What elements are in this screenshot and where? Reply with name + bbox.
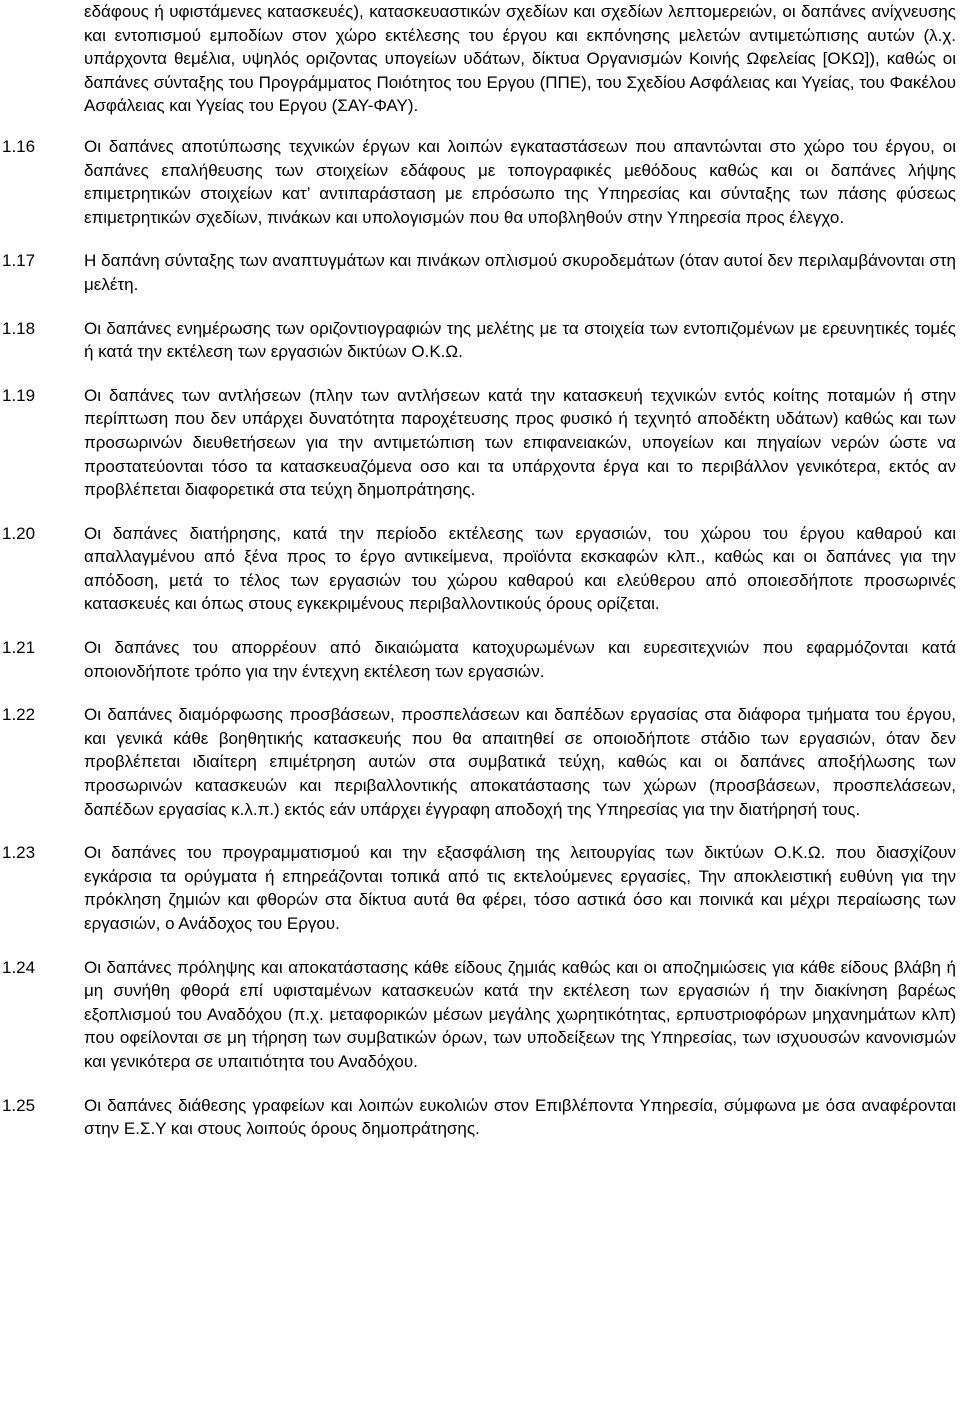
item-number: 1.22: [2, 705, 36, 725]
intro-paragraph: εδάφους ή υφιστάμενες κατασκευές), κατασκευαστικών σχεδίων και σχεδίων λεπτομερειών, οι δαπάνες ανίχνευσης και εντοπισμού εμποδίων στον χώρο εκτέλεσης του έργου και εκπόνησης μελετών αντιμετώπισης αυτών (λ.χ. υπάρχοντα θεμέλια, υψηλός οριζοντας υπογείων υδάτων, δίκτυα Οργανισμών Κοινής Ωφελείας [ΟΚΩ]), καθώς οι δαπάνες σύνταξης του Προγράμματος Ποιότητος του Εργου (ΠΠΕ), του Σχεδίου Ασφάλειας και Υγείας, του Φακέλου Ασφάλειας και Υγείας του Εργου (ΣΑΥ-ΦΑΥ).: [84, 2, 956, 116]
item-number: 1.21: [2, 638, 36, 658]
item-text: Οι δαπάνες του προγραμματισμού και την εξασφάλιση της λειτουργίας των δικτύων Ο.Κ.Ω. που διασχίζουν εγκάρσια τα ορύγματα ή επηρεάζονται τοπικά από τις εκτελούμενες εργασίες, Την αποκλειστική ευθύνη για την πρόκληση ζημιών και φθορών στα δίκτυα αυτά θα φέρει, τόσο αστικά όσο και ποινικά και μέχρι περαίωσης των εργασιών, ο Ανάδοχος του Εργου.: [84, 843, 956, 933]
list-item: [0, 841, 960, 935]
list-item: [0, 249, 960, 296]
list-item: [0, 956, 960, 1074]
list-item: [0, 1094, 960, 1141]
item-text: Οι δαπάνες διατήρησης, κατά την περίοδο εκτέλεσης των εργασιών, του χώρου του έργου καθαρού και απαλλαγμένου από ξένα προς το έργο αντικείμενα, προϊόντα εκσκαφών κλπ., καθώς και οι δαπάνες για την απόδοση, μετά το τέλος των εργασιών του χώρου καθαρού και ελεύθερου από οποιεσδήποτε προσωρινές κατασκευές και όπως στους εγκεκριμένους περιβαλλοντικούς όρους ορίζεται.: [84, 523, 956, 614]
item-text: Οι δαπάνες διαμόρφωσης προσβάσεων, προσπελάσεων και δαπέδων εργασίας στα διάφορα τμήματα του έργου, και γενικά κάθε βοηθητικής κατασκευής που θα απαιτηθεί σε οποιοδήποτε στάδιο των εργασιών, όταν δεν προβλέπεται ιδιαίτερη επιμέτρηση αυτών στα συμβατικά τεύχη, καθώς και οι δαπάνες αποξήλωσης των προσωρινών κατασκευών και περιβαλλοντικής αποκατάστασης των χώρων (προσβάσεων, προσπελάσεων, δαπέδων εργασίας κ.λ.π.) εκτός εάν υπάρχει έγγραφη αποδοχή της Υπηρεσίας για την διατήρησή τους.: [84, 705, 956, 819]
item-text: Οι δαπάνες πρόληψης και αποκατάστασης κάθε είδους ζημιάς καθώς και οι αποζημιώσεις για κάθε είδους βλάβη ή μη συνήθη φθορά επί υφισταμένων κατασκευών κατά την εκτέλεση των εργασιών ή την διακίνηση βαρέως εξοπλισμού του Αναδόχου (π.χ. μεταφορικών μέσων μεγάλης χωρητικότητας, ερπυστριοφόρων μηχανημάτων κλπ) που οφείλονται σε μη τήρηση των συμβατικών όρων, των υποδείξεων της Υπηρεσίας, των ισχυουσών κανονισμών και γενικότερα σε υπαιτιότητα του Αναδόχου.: [84, 957, 956, 1071]
item-number: 1.25: [2, 1095, 36, 1115]
item-text: Οι δαπάνες ενημέρωσης των οριζοντιογραφιών της μελέτης με τα στοιχεία των εντοπιζομένων με ερευνητικές τομές ή κατά την εκτέλεση των εργασιών δικτύων Ο.Κ.Ω.: [84, 318, 956, 362]
list-item: [0, 317, 960, 364]
item-text: Η δαπάνη σύνταξης των αναπτυγμάτων και πινάκων οπλισμού σκυροδεμάτων (όταν αυτοί δεν περιλαμβάνονται στη μελέτη.: [84, 251, 956, 294]
item-text: Οι δαπάνες αποτύπωσης τεχνικών έργων και λοιπών εγκαταστάσεων που απαντώνται στο χώρο του έργου, οι δαπάνες επαλήθευσης των στοιχείων εδάφους με τοπογραφικές μεθόδους καθώς και οι δαπάνες λήψης επιμετρητικών στοιχείων κατ’ αντιπαράσταση με επρόσωπο της Υπηρεσίας και σύνταξης των πάσης φύσεως επιμετρητικών σχεδίων, πινάκων και υπολογισμών που θα υποβληθούν στην Υπηρεσία προς έλεγχο.: [84, 136, 956, 227]
item-number: 1.18: [2, 318, 36, 338]
item-number: 1.23: [2, 843, 36, 863]
list-item: [0, 636, 960, 683]
item-text: Οι δαπάνες του απορρέουν από δικαιώματα κατοχυρωμένων και ευρεσιτεχνιών που εφαρμόζονται κατά οποιονδήποτε τρόπο για την έντεχνη εκτέλεση των εργασιών.: [84, 638, 956, 681]
item-number: 1.24: [2, 957, 36, 977]
item-number: 1.19: [2, 385, 36, 405]
list-item: [0, 522, 960, 616]
item-text: Οι δαπάνες των αντλήσεων (πλην των αντλήσεων κατά την κατασκευή τεχνικών εντός κοίτης ποταμών ή στην περίπτωση που δεν υπάρχει δυνατότητα παροχέτευσης προς φυσικό ή τεχνητό αποδέκτη υδάτων) καθώς και των προσωρινών διευθετήσεων για την αντιμετώπιση των επιφανειακών, υπογείων και πηγαίων νερών ώστε να προστατεύονται τόσο τα κατασκευαζόμενα οσο και τα υπάρχοντα έργα και το περιβάλλον γενικότερα, εκτός αν προβλέπεται διαφορετικά στα τεύχη δημοπράτησης.: [84, 385, 956, 500]
item-number: 1.16: [2, 136, 36, 156]
item-number: 1.20: [2, 523, 36, 543]
list-item: [0, 384, 960, 502]
list-item: [0, 703, 960, 821]
item-number: 1.17: [2, 251, 36, 271]
list-item: [0, 135, 960, 229]
item-text: Οι δαπάνες διάθεσης γραφείων και λοιπών ευκολιών στον Επιβλέποντα Υπηρεσία, σύμφωνα με όσα αναφέρονται στην Ε.Σ.Υ και στους λοιπούς όρους δημοπράτησης.: [84, 1095, 956, 1139]
